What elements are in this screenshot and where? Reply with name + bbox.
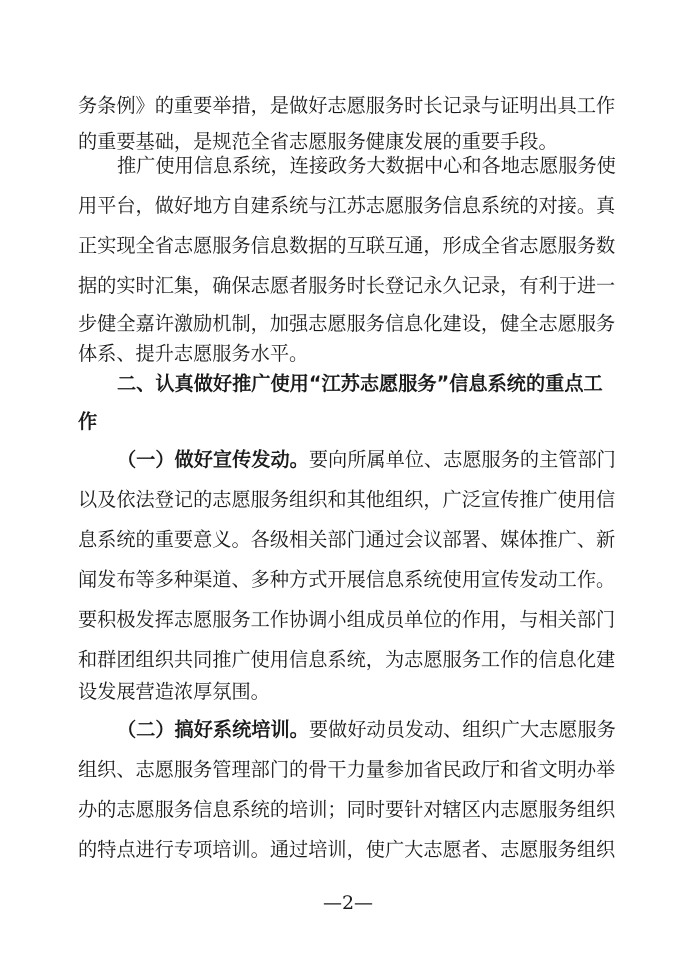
section-heading: 作 <box>78 410 98 433</box>
text-line: 息系统的重要意义。各级相关部门通过会议部署、媒体推广、新 <box>78 528 616 551</box>
sub-heading: （一）做好宣传发动。 <box>117 448 309 471</box>
sub-heading: （二）搞好系统培训。 <box>117 718 309 741</box>
text-line: 要积极发挥志愿服务工作协调小组成员单位的作用，与相关部门 <box>78 608 616 631</box>
page-number: —2— <box>322 892 374 914</box>
text-line: 推广使用信息系统，连接政务大数据中心和各地志愿服务使 <box>117 154 616 177</box>
text-line: 用平台，做好地方自建系统与江苏志愿服务信息系统的对接。真 <box>78 194 616 217</box>
text-line: 的重要基础，是规范全省志愿服务健康发展的重要手段。 <box>78 130 558 153</box>
text-line: 务条例》的重要举措，是做好志愿服务时长记录与证明出具工作 <box>78 94 616 117</box>
text-line <box>117 440 618 480</box>
text-line: 正实现全省志愿服务信息数据的互联互通，形成全省志愿服务数 <box>78 234 616 257</box>
text-line: 设发展营造浓厚氛围。 <box>78 680 270 703</box>
text-line: 和群团组织共同推广使用信息系统，为志愿服务工作的信息化建 <box>78 648 616 671</box>
text-line: 办的志愿服务信息系统的培训；同时要针对辖区内志愿服务组织 <box>78 798 616 821</box>
text-line: 以及依法登记的志愿服务组织和其他组织，广泛宣传推广使用信 <box>78 488 616 511</box>
text-span: 要向所属单位、志愿服务的主管部门 <box>308 448 616 471</box>
text-line: 闻发布等多种渠道、多种方式开展信息系统使用宣传发动工作。 <box>78 568 616 591</box>
text-span: 要做好动员发动、组织广大志愿服务 <box>308 718 616 741</box>
text-line: 的特点进行专项培训。通过培训，使广大志愿者、志愿服务组织 <box>78 838 616 861</box>
text-line: 体系、提升志愿服务水平。 <box>78 342 309 365</box>
text-line: 组织、志愿服务管理部门的骨干力量参加省民政厅和省文明办举 <box>78 758 616 781</box>
text-line <box>117 710 618 750</box>
text-line: 步健全嘉许激励机制，加强志愿服务信息化建设，健全志愿服务 <box>78 312 616 335</box>
text-line: 据的实时汇集，确保志愿者服务时长登记永久记录，有利于进一 <box>78 274 616 297</box>
section-heading: 二、认真做好推广使用“江苏志愿服务”信息系统的重点工 <box>117 372 603 395</box>
